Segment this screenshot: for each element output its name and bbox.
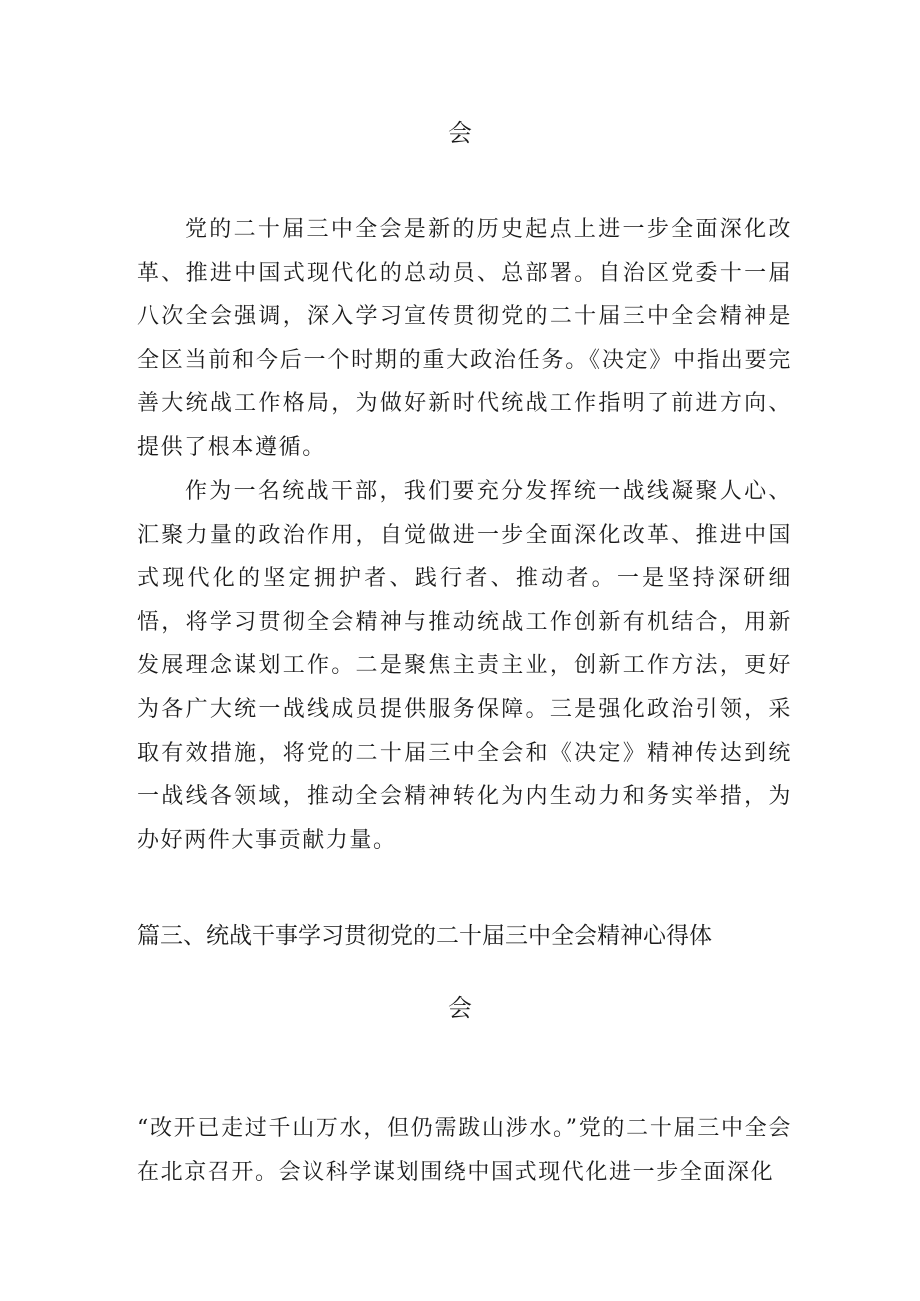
paragraph-1: 党的二十届三中全会是新的历史起点上进一步全面深化改革、推进中国式现代化的总动员、总部署。自治区党委十一届八次全会强调，深入学习宣传贯彻党的二十届三中全会精神是全区当前和今后一个时期的重大政治任务。《决定》中指出要完善大统战工作格局，为做好新时代统战工作指明了前进方向、提供了根本遵循。: [137, 217, 792, 460]
section-three-heading: 篇三、统战干事学习贯彻党的二十届三中全会精神心得体: [137, 923, 712, 949]
section-three-paragraph-1: “改开已走过千山万水，但仍需跋山涉水。”党的二十届三中全会在北京召开。会议科学谋划围绕中国式现代化进一步全面深化: [137, 1116, 792, 1185]
previous-title-tail: 会: [448, 119, 472, 147]
paragraph-2: 作为一名统战干部，我们要充分发挥统一战线凝聚人心、汇聚力量的政治作用，自觉做进一步全面深化改革、推进中国式现代化的坚定拥护者、践行者、推动者。一是坚持深研细悟，将学习贯彻全会精神与推动统战工作创新有机结合，用新发展理念谋划工作。二是聚焦主责主业，创新工作方法，更好为各广大统一战线成员提供服务保障。三是强化政治引领，采取有效措施，将党的二十届三中全会和《决定》精神传达到统一战线各领域，推动全会精神转化为内生动力和务实举措，为办好两件大事贡献力量。: [137, 479, 792, 853]
section-three-heading-tail: 会: [448, 994, 472, 1022]
